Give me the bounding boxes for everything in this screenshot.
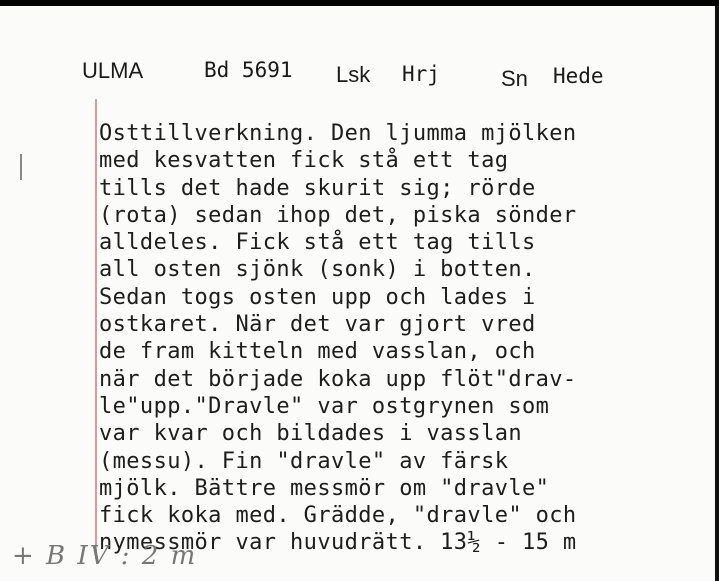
text-line: med kesvatten fick stå ett tag <box>99 148 509 174</box>
parish-code: ULMA <box>82 58 144 83</box>
volume-number: Bd 5691 <box>204 58 293 82</box>
text-line: när det började koka upp flöt"drav- <box>99 366 577 392</box>
province-value: Hrj <box>402 62 440 86</box>
text-line: fick koka med. Grädde, "dravle" och <box>99 503 577 529</box>
red-margin-line <box>95 99 97 559</box>
text-line: le"upp."Dravle" var ostgrynen som <box>99 393 550 419</box>
text-line: all osten sjönk (sonk) i botten. <box>99 257 536 283</box>
province-label: Lsk <box>336 62 371 87</box>
text-line: Osttillverkning. Den ljumma mjölken <box>99 121 577 146</box>
text-line: mjölk. Bättre messmör om "dravle" <box>99 475 550 501</box>
margin-tick-mark <box>20 154 22 180</box>
parish-label: Sn <box>501 66 528 91</box>
text-line: de fram kitteln med vasslan, och <box>99 339 536 365</box>
parish-value: Hede <box>553 64 604 88</box>
text-line: var kvar och bildades i vasslan <box>99 421 522 447</box>
index-card <box>0 6 719 581</box>
text-line: (messu). Fin "dravle" av färsk <box>99 448 509 474</box>
text-line: (rota) sedan ihop det, piska sönder <box>99 202 577 228</box>
text-line: Sedan togs osten upp och lades i <box>99 284 536 310</box>
text-line: tills det hade skurit sig; rörde <box>99 175 536 201</box>
record-text <box>99 120 699 557</box>
text-line: alldeles. Fick stå ett tag tills <box>99 230 536 256</box>
text-line: ostkaret. När det var gjort vred <box>99 312 536 338</box>
text-line: nymessmör var huvudrätt. 13½ - 15 m <box>99 530 577 556</box>
handwritten-note: + B IV : 2 m <box>12 541 198 571</box>
